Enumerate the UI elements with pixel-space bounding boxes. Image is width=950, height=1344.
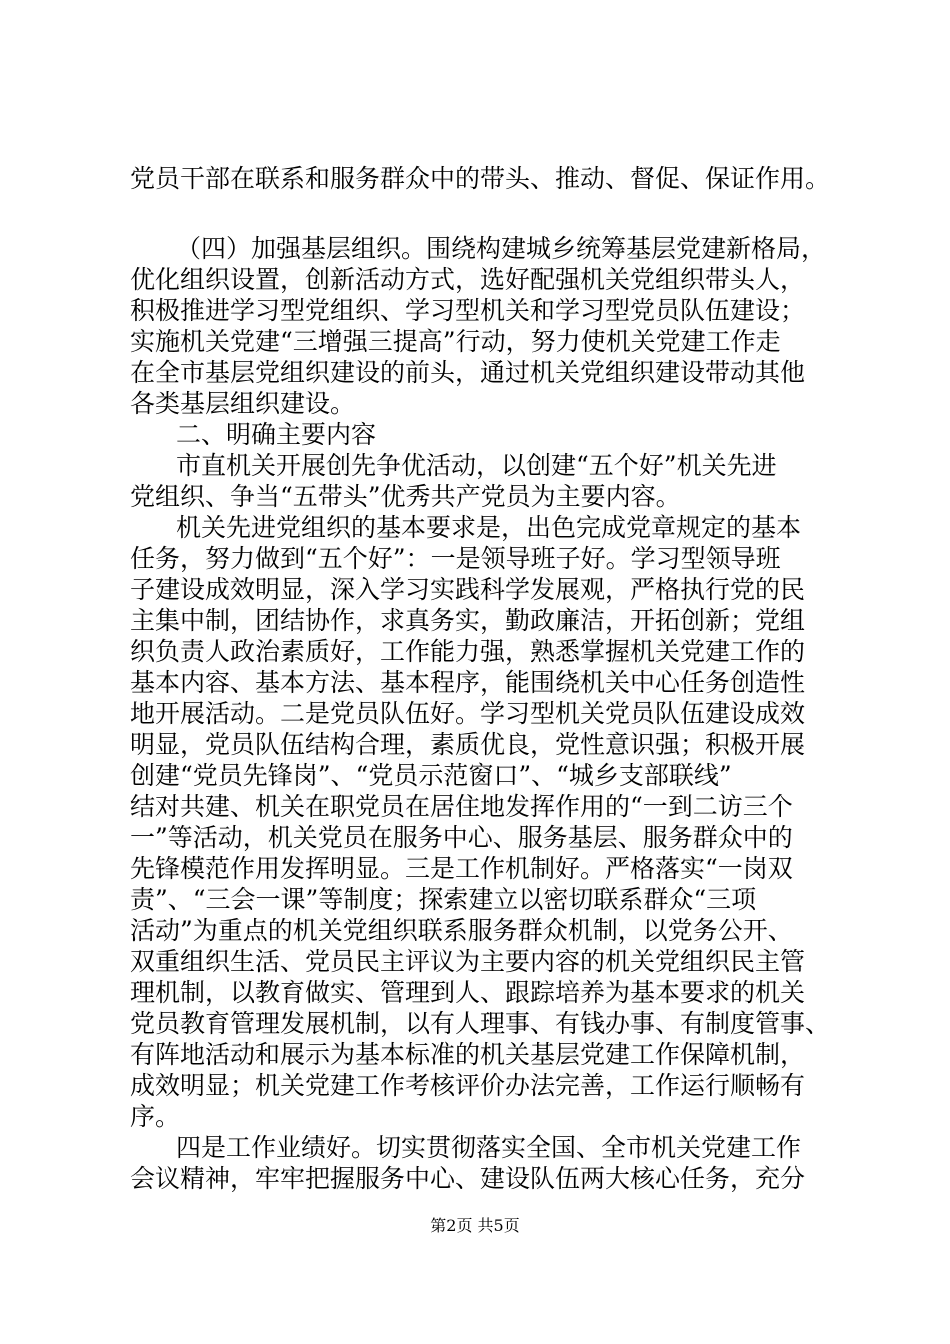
text-line: 党组织、争当“五带头”优秀共产党员为主要内容。 bbox=[130, 482, 681, 511]
text-line: 有阵地活动和展示为基本标准的机关基层党建工作保障机制， bbox=[130, 1040, 806, 1069]
text-line: 四是工作业绩好。切实贯彻落实全国、全市机关党建工作 bbox=[176, 1133, 802, 1162]
text-line: 实施机关党建“三增强三提高”行动，努力使机关党建工作走 bbox=[130, 327, 781, 356]
text-line: 明显，党员队伍结构合理，素质优良，党性意识强；积极开展 bbox=[130, 730, 806, 759]
section-heading: 二、明确主要内容 bbox=[176, 420, 377, 449]
page-number-footer: 第2页 共5页 bbox=[430, 1216, 520, 1235]
text-line: 机关先进党组织的基本要求是，出色完成党章规定的基本 bbox=[176, 513, 802, 542]
text-line: 活动”为重点的机关党组织联系服务群众机制，以党务公开、 bbox=[130, 916, 793, 945]
text-line: 织负责人政治素质好，工作能力强，熟悉掌握机关党建工作的 bbox=[130, 637, 806, 666]
text-line: （四）加强基层组织。围绕构建城乡统筹基层党建新格局， bbox=[176, 234, 827, 263]
text-line: 子建设成效明显，深入学习实践科学发展观，严格执行党的民 bbox=[130, 575, 806, 604]
text-line: 理机制，以教育做实、管理到人、跟踪培养为基本要求的机关 bbox=[130, 978, 806, 1007]
text-line: 会议精神，牢牢把握服务中心、建设队伍两大核心任务，充分 bbox=[130, 1164, 806, 1193]
text-line: 双重组织生活、党员民主评议为主要内容的机关党组织民主管 bbox=[130, 947, 806, 976]
text-line: 市直机关开展创先争优活动，以创建“五个好”机关先进 bbox=[176, 451, 777, 480]
text-line: 积极推进学习型党组织、学习型机关和学习型党员队伍建设； bbox=[130, 296, 806, 325]
text-line: 党员教育管理发展机制，以有人理事、有钱办事、有制度管事、 bbox=[130, 1009, 831, 1038]
text-line: 序。 bbox=[130, 1102, 181, 1131]
text-line: 任务，努力做到“五个好”：一是领导班子好。学习型领导班 bbox=[130, 544, 781, 573]
text-line: 各类基层组织建设。 bbox=[130, 389, 356, 418]
text-line: 主集中制，团结协作，求真务实，勤政廉洁，开拓创新；党组 bbox=[130, 606, 806, 635]
text-line: 先锋模范作用发挥明显。三是工作机制好。严格落实“一岗双 bbox=[130, 854, 793, 883]
text-line: 党员干部在联系和服务群众中的带头、推动、督促、保证作用。 bbox=[130, 164, 831, 193]
text-line: 创建“党员先锋岗”、“党员示范窗口”、“城乡支部联线” bbox=[130, 761, 732, 790]
text-line: 一”等活动，机关党员在服务中心、服务基层、服务群众中的 bbox=[130, 823, 793, 852]
text-line: 地开展活动。二是党员队伍好。学习型机关党员队伍建设成效 bbox=[130, 699, 806, 728]
text-line: 优化组织设置，创新活动方式，选好配强机关党组织带头人， bbox=[130, 265, 806, 294]
text-line: 结对共建、机关在职党员在居住地发挥作用的“一到二访三个 bbox=[130, 792, 793, 821]
text-line: 责”、“三会一课”等制度；探索建立以密切联系群众“三项 bbox=[130, 885, 757, 914]
text-line: 在全市基层党组织建设的前头，通过机关党组织建设带动其他 bbox=[130, 358, 806, 387]
text-line: 基本内容、基本方法、基本程序，能围绕机关中心任务创造性 bbox=[130, 668, 806, 697]
text-line: 成效明显；机关党建工作考核评价办法完善，工作运行顺畅有 bbox=[130, 1071, 806, 1100]
